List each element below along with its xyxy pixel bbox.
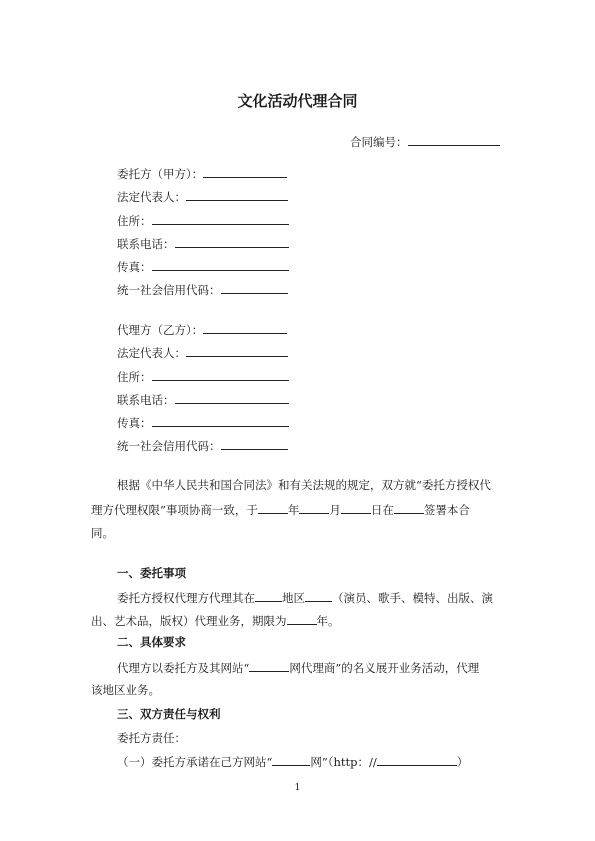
party-a-rep-row	[117, 186, 289, 209]
text: 出、艺术品，版权）代理业务，期限为	[91, 614, 287, 628]
blank	[249, 659, 289, 672]
section-1-line-1	[117, 589, 493, 606]
section-2-heading: 二、具体要求	[117, 635, 186, 649]
page-number: 1	[294, 783, 301, 793]
party-b-credit-label: 统一社会信用代码：	[117, 439, 221, 454]
blank	[203, 165, 287, 178]
text: 年。	[316, 614, 340, 628]
intro-text: 理方代理权限”事项协商一致，于	[91, 503, 258, 517]
party-b-credit-row	[117, 435, 289, 458]
party-a-fax-row	[117, 256, 289, 279]
text: 地区	[282, 591, 305, 605]
blank	[287, 612, 317, 625]
blank	[394, 501, 424, 514]
party-b-address-row	[117, 366, 289, 389]
party-b-phone-label: 联系电话：	[117, 392, 175, 407]
year-label: 年	[287, 503, 300, 517]
blank	[186, 188, 288, 201]
blank	[175, 391, 289, 404]
text: 代理方以委托方及其网站“	[117, 661, 250, 675]
blank	[152, 368, 289, 381]
blank	[255, 589, 282, 602]
blank	[152, 258, 289, 271]
month-label: 月	[329, 503, 341, 517]
blank	[272, 753, 310, 766]
blank	[186, 344, 288, 357]
text: 委托方授权代理方代理其在	[117, 591, 255, 605]
text: （演员、歌手、模特、出版、演	[332, 591, 493, 605]
party-b-name-label: 代理方（乙方）：	[117, 323, 204, 337]
blank	[152, 414, 289, 427]
blank	[341, 501, 371, 514]
party-a-credit-label: 统一社会信用代码：	[117, 283, 221, 298]
contract-number	[350, 133, 500, 150]
party-b-block	[117, 319, 289, 459]
section-3-subheading: 委托方责任：	[117, 731, 186, 745]
section-1-line-2	[91, 612, 340, 629]
party-a-name-row	[117, 163, 289, 186]
text: 网代理商”的名义展开业务活动，代理	[289, 661, 480, 675]
blank	[175, 235, 289, 248]
blank	[221, 281, 288, 294]
party-b-address-label: 住所：	[117, 369, 152, 384]
party-a-block	[117, 163, 289, 303]
intro-line-3: 同。	[91, 526, 114, 540]
blank	[377, 753, 457, 766]
party-a-name-label: 委托方（甲方）：	[117, 167, 204, 181]
text: 网”（http：//	[310, 755, 377, 769]
intro-line-2	[91, 501, 470, 518]
party-a-credit-row	[117, 279, 289, 302]
blank	[203, 321, 287, 334]
party-a-phone-row	[117, 233, 289, 256]
party-b-fax-label: 传真：	[117, 416, 152, 431]
party-b-fax-row	[117, 412, 289, 435]
blank	[152, 212, 289, 225]
blank	[258, 501, 288, 514]
blank	[221, 437, 288, 450]
party-a-fax-label: 传真：	[117, 260, 152, 275]
document-title: 文化活动代理合同	[237, 92, 358, 110]
party-a-rep-label: 法定代表人：	[117, 190, 186, 205]
intro-line-1: 根据《中华人民共和国合同法》和有关法规的规定，双方就“委托方授权代	[117, 478, 491, 492]
party-a-phone-label: 联系电话：	[117, 236, 175, 251]
blank	[305, 589, 332, 602]
section-3-line-1	[117, 753, 468, 770]
party-b-rep-row	[117, 342, 289, 365]
text: （一）委托方承诺在己方网站“	[117, 755, 273, 769]
section-1-heading: 一、委托事项	[117, 566, 186, 580]
contract-number-label: 合同编号：	[350, 135, 408, 149]
party-a-address-row	[117, 210, 289, 233]
contract-number-blank	[408, 133, 500, 146]
party-b-phone-row	[117, 389, 289, 412]
text: ）	[456, 755, 469, 769]
sign-text: 签署本合	[423, 503, 470, 517]
party-b-rep-label: 法定代表人：	[117, 346, 186, 361]
section-3-heading: 三、双方责任与权利	[117, 707, 221, 721]
section-2-line-2: 该地区业务。	[91, 683, 160, 697]
section-2-line-1	[117, 659, 479, 676]
party-a-address-label: 住所：	[117, 213, 152, 228]
party-b-name-row	[117, 319, 289, 342]
blank	[299, 501, 329, 514]
day-label: 日在	[370, 503, 394, 517]
